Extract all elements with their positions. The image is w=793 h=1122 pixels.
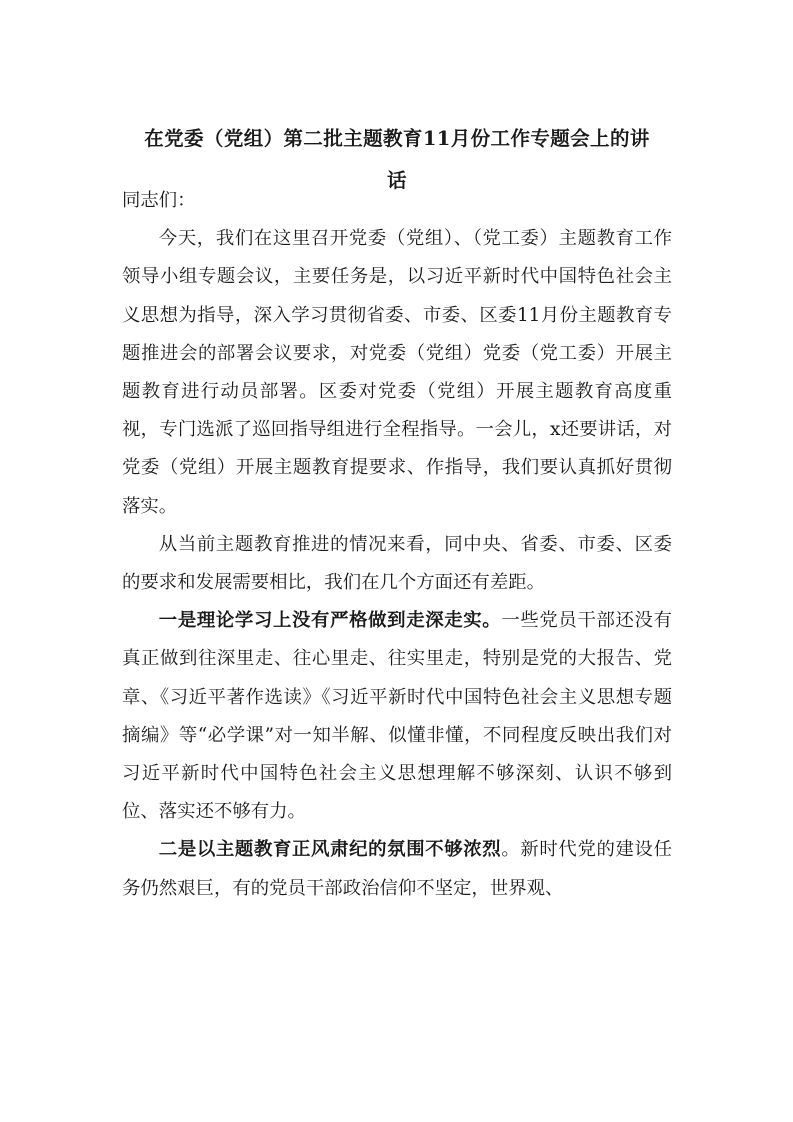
title-line-1: 在党委（党组）第二批主题教育11月份工作专题会上的讲 <box>144 127 650 150</box>
paragraph-text: 。新时代党的建设任务仍然艰巨，有的党员干部政治信仰不坚定，世界观、 <box>122 839 672 899</box>
paragraph-text: 一些党员干部还没有真正做到往深里走、往心里走、往实里走，特别是党的大报告、党章、《习近平著作选读》《习近平新时代中国特色社会主义思想专题摘编》等“必学课”对一知半解、似懂非懂，不同程度反映出我们对习近平新时代中国特色社会主义思想理解不够深刻、认识不够到位、落实还不够有力。 <box>122 610 672 823</box>
paragraph-2 <box>122 526 672 602</box>
title-line-2: 话 <box>387 169 407 192</box>
paragraph-1 <box>122 220 672 526</box>
paragraph-text: 从当前主题教育推进的情况来看，同中央、省委、市委、区委的要求和发展需要相比，我们在几个方面还有差距。 <box>122 533 672 594</box>
paragraph-lead: 二是以主题教育正风肃纪的氛围不够浓烈 <box>158 839 502 861</box>
document-body <box>122 182 672 908</box>
paragraph-text: 今天，我们在这里召开党委（党组）、（党工委）主题教育工作领导小组专题会议，主要任务是，以习近平新时代中国特色社会主义思想为指导，深入学习贯彻省委、市委、区委11月份主题教育专题推进会的部署会议要求，对党委（党组）党委（党工委）开展主题教育进行动员部署。区委对党委（党组）开展主题教育高度重视，专门选派了巡回指导组进行全程指导。一会儿，x还要讲话，对党委（党组）开展主题教育提要求、作指导，我们要认真抓好贯彻落实。 <box>122 228 672 517</box>
paragraph-3 <box>122 602 672 831</box>
paragraph-4 <box>122 831 672 907</box>
salutation: 同志们： <box>122 190 196 211</box>
paragraph-lead: 一是理论学习上没有严格做到走深走实。 <box>158 610 502 632</box>
